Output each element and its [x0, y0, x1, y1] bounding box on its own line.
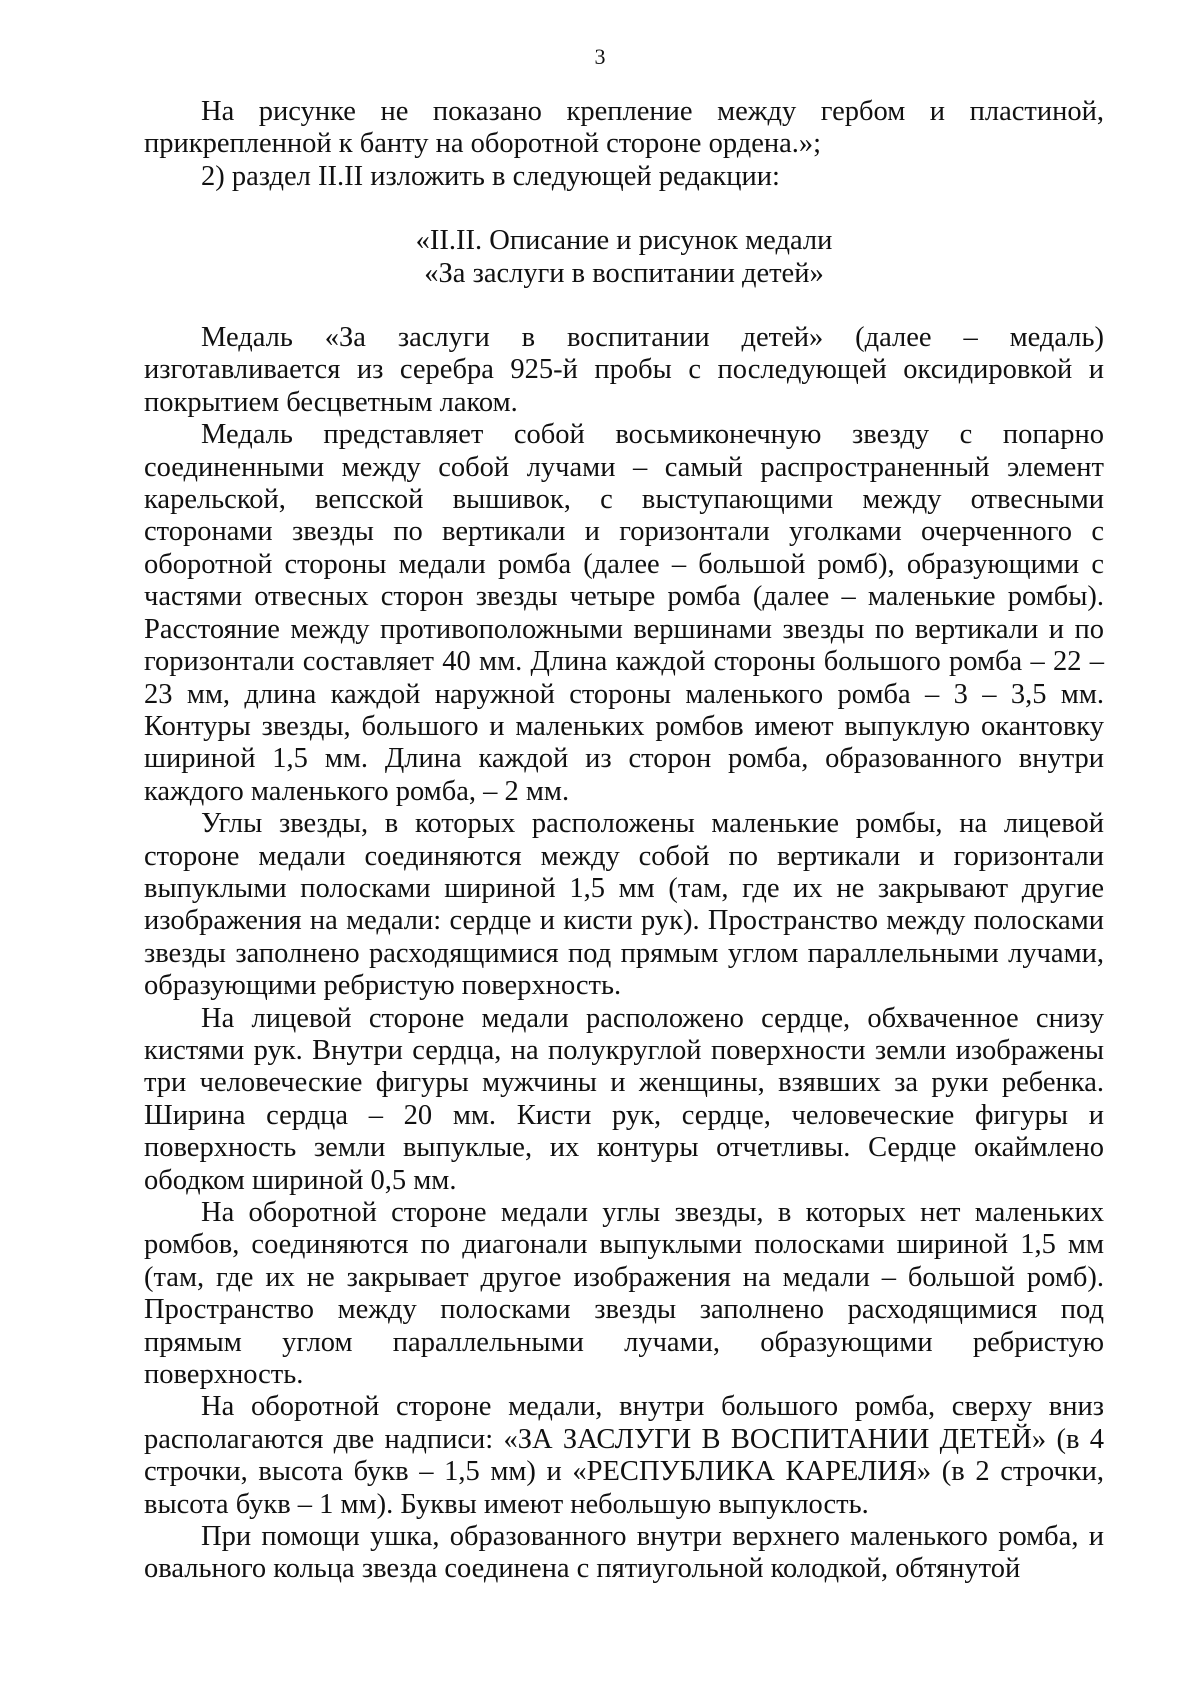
section-heading-line-2: «За заслуги в воспитании детей» — [424, 257, 824, 289]
page-number: 3 — [594, 44, 606, 69]
paragraph-1: Медаль «За заслуги в воспитании детей» (далее – медаль) изготавливается из серебра 925-й пробы с последующей оксидировкой и покрытием бесцветным лаком. — [144, 322, 1104, 418]
paragraph-intro-2: 2) раздел II.II изложить в следующей редакции: — [201, 160, 780, 192]
document-body — [144, 96, 1104, 1586]
section-heading-line-1: «II.II. Описание и рисунок медали — [415, 225, 833, 257]
paragraph-5: На оборотной стороне медали углы звезды, в которых нет маленьких ромбов, соединяются по диагонали выпуклыми полосками шириной 1,5 мм (там, где их не закрывает другое изображения на медали – большой ромб). Пространство между полосками звезды заполнено расходящимися под прямым углом параллельными лучами, образующими ребристую поверхность. — [144, 1197, 1104, 1391]
paragraph-7: При помощи ушка, образованного внутри верхнего маленького ромба, и овального кольца звезда соединена с пятиугольной колодкой, обтянутой — [144, 1521, 1104, 1585]
paragraph-4: На лицевой стороне медали расположено сердце, обхваченное снизу кистями рук. Внутри сердца, на полукруглой поверхности земли изображены три человеческие фигуры мужчины и женщины, взявших за руки ребенка. Ширина сердца – 20 мм. Кисти рук, сердце, человеческие фигуры и поверхность земли выпуклые, их контуры отчетливы. Сердце окаймлено ободком шириной 0,5 мм. — [144, 1002, 1104, 1196]
section-heading — [144, 225, 1104, 290]
paragraph-6: На оборотной стороне медали, внутри большого ромба, сверху вниз располагаются две надписи: «ЗА ЗАСЛУГИ В ВОСПИТАНИИ ДЕТЕЙ» (в 4 строчки, высота букв – 1,5 мм) и «РЕСПУБЛИКА КАРЕЛИЯ» (в 2 строчки, высота букв – 1 мм). Буквы имеют небольшую выпуклость. — [144, 1391, 1104, 1520]
paragraph-3: Углы звезды, в которых расположены маленькие ромбы, на лицевой стороне медали соединяются между собой по вертикали и горизонтали выпуклыми полосками шириной 1,5 мм (там, где их не закрывают другие изображения на медали: сердце и кисти рук). Пространство между полосками звезды заполнено расходящимися под прямым углом параллельными лучами, образующими ребристую поверхность. — [144, 808, 1104, 1002]
paragraph-2: Медаль представляет собой восьмиконечную звезду с попарно соединенными между собой лучами – самый распространенный элемент карельской, вепсской вышивок, с выступающими между отвесными сторонами звезды по вертикали и горизонтали уголками очерченного с оборотной стороны медали ромба (далее – большой ромб), образующими с частями отвесных сторон звезды четыре ромба (далее – маленькие ромбы). Расстояние между противоположными вершинами звезды по вертикали и по горизонтали составляет 40 мм. Длина каждой стороны большого ромба – 22 – 23 мм, длина каждой наружной стороны маленького ромба – 3 – 3,5 мм. Контуры звезды, большого и маленьких ромбов имеют выпуклую окантовку шириной 1,5 мм. Длина каждой из сторон ромба, образованного внутри каждого маленького ромба, – 2 мм. — [144, 419, 1104, 807]
paragraph-intro-1: На рисунке не показано крепление между гербом и пластиной, прикрепленной к банту на оборотной стороне ордена.»; — [144, 96, 1104, 160]
